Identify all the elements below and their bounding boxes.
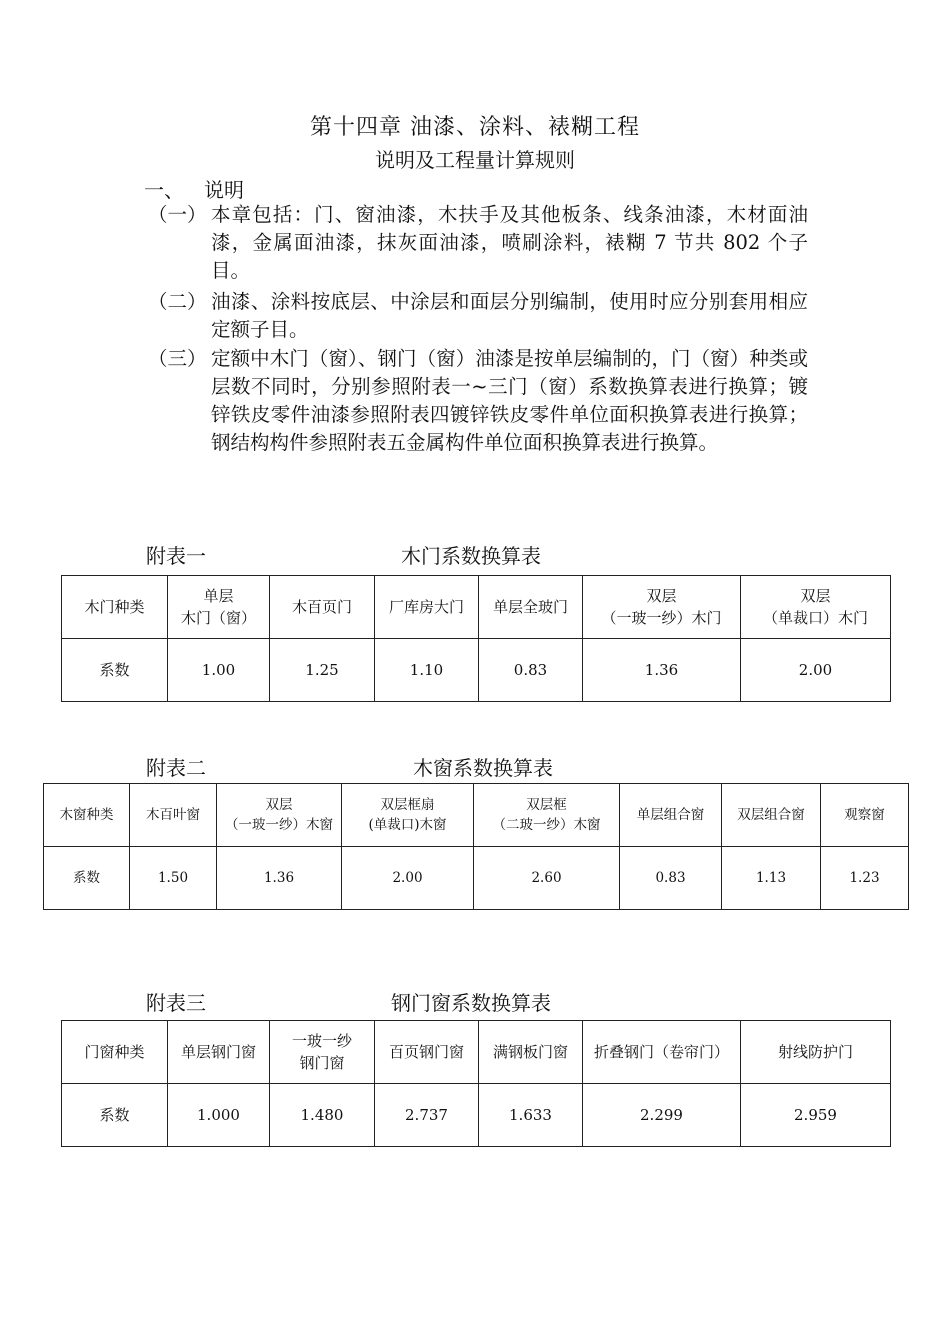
table-cell: 2.737 (375, 1084, 479, 1147)
chapter-title: 第十四章 油漆、涂料、裱糊工程 (310, 115, 640, 140)
table-header-cell: 双层组合窗 (722, 784, 821, 847)
table-cell: 2.00 (342, 847, 474, 910)
table-row (44, 847, 909, 910)
table-header-cell: 双层 （单裁口）木门 (741, 576, 891, 639)
table-cell: 1.36 (583, 639, 741, 702)
table-header-cell: 观察窗 (821, 784, 909, 847)
paragraph-text: 油漆、涂料按底层、中涂层和面层分别编制，使用时应分别套用相应定额子目。 (211, 290, 808, 341)
table-header-row (62, 576, 891, 639)
table-header-cell: 厂库房大门 (375, 576, 479, 639)
table-header-cell: 单层全玻门 (479, 576, 583, 639)
table-cell: 1.13 (722, 847, 821, 910)
table-cell: 1.00 (168, 639, 270, 702)
table-header-cell: 双层框 （二玻一纱）木窗 (474, 784, 620, 847)
table-header-cell: 一玻一纱 钢门窗 (270, 1021, 375, 1084)
table-cell: 1.50 (130, 847, 217, 910)
table-header-cell: 单层钢门窗 (168, 1021, 270, 1084)
wood-window-coefficient-table (43, 783, 909, 910)
table-header-cell: 双层框扇 (单裁口)木窗 (342, 784, 474, 847)
table-cell: 1.25 (270, 639, 375, 702)
table-header-cell: 百页钢门窗 (375, 1021, 479, 1084)
table-row (62, 1084, 891, 1147)
table-header-cell: 射线防护门 (741, 1021, 891, 1084)
table-header-cell: 单层组合窗 (620, 784, 722, 847)
table1-label: 附表一 (146, 544, 206, 568)
table-header-cell: 木窗种类 (44, 784, 130, 847)
table-cell: 1.10 (375, 639, 479, 702)
table-header-cell: 满钢板门窗 (479, 1021, 583, 1084)
table-cell: 2.959 (741, 1084, 891, 1147)
table-header-row (44, 784, 909, 847)
table1-title: 木门系数换算表 (401, 544, 541, 568)
table-cell: 2.00 (741, 639, 891, 702)
table3-label: 附表三 (146, 991, 206, 1015)
table-header-cell: 折叠钢门（卷帘门） (583, 1021, 741, 1084)
table-header-cell: 双层 （一玻一纱）木门 (583, 576, 741, 639)
table-header-cell: 单层 木门（窗） (168, 576, 270, 639)
table-row (62, 639, 891, 702)
table-cell: 0.83 (479, 639, 583, 702)
table3-title: 钢门窗系数换算表 (391, 991, 551, 1015)
paragraph-label: （一） (148, 203, 207, 226)
table-cell: 1.23 (821, 847, 909, 910)
section-label: 说明 (204, 178, 244, 202)
paragraph-text: 定额中木门（窗）、钢门（窗）油漆是按单层编制的，门（窗）种类或层数不同时，分别参照附表一~三门（窗）系数换算表进行换算；镀锌铁皮零件油漆参照附表四镀锌铁皮零件单位面积换算表进行换算；钢结构构件参照附表五金属构件单位面积换算表进行换算。 (211, 347, 808, 454)
section-number: 一、 (144, 178, 184, 202)
section-heading (144, 174, 244, 203)
table-cell: 2.60 (474, 847, 620, 910)
table-cell: 系数 (62, 639, 168, 702)
table-header-cell: 双层 （一玻一纱）木窗 (217, 784, 342, 847)
paragraph (148, 345, 808, 457)
paragraph-label: （二） (148, 290, 207, 313)
table-cell: 系数 (62, 1084, 168, 1147)
table-cell: 系数 (44, 847, 130, 910)
table-header-cell: 木门种类 (62, 576, 168, 639)
table2-title: 木窗系数换算表 (413, 756, 553, 780)
paragraph-text: 本章包括：门、窗油漆，木扶手及其他板条、线条油漆，木材面油漆，金属面油漆，抹灰面油漆，喷刷涂料，裱糊 7 节共 802 个子目。 (211, 203, 808, 282)
table-cell: 1.633 (479, 1084, 583, 1147)
steel-door-window-coefficient-table (61, 1020, 891, 1147)
table-header-cell: 门窗种类 (62, 1021, 168, 1084)
table-cell: 1.480 (270, 1084, 375, 1147)
table-header-cell: 木百叶窗 (130, 784, 217, 847)
chapter-subtitle: 说明及工程量计算规则 (375, 148, 575, 172)
table-cell: 1.36 (217, 847, 342, 910)
table-cell: 1.000 (168, 1084, 270, 1147)
paragraph (148, 288, 808, 344)
table2-label: 附表二 (146, 756, 206, 780)
table-header-row (62, 1021, 891, 1084)
wood-door-coefficient-table (61, 575, 891, 702)
paragraph-label: （三） (148, 347, 207, 370)
table-cell: 2.299 (583, 1084, 741, 1147)
paragraph (148, 201, 808, 285)
table-cell: 0.83 (620, 847, 722, 910)
table-header-cell: 木百页门 (270, 576, 375, 639)
